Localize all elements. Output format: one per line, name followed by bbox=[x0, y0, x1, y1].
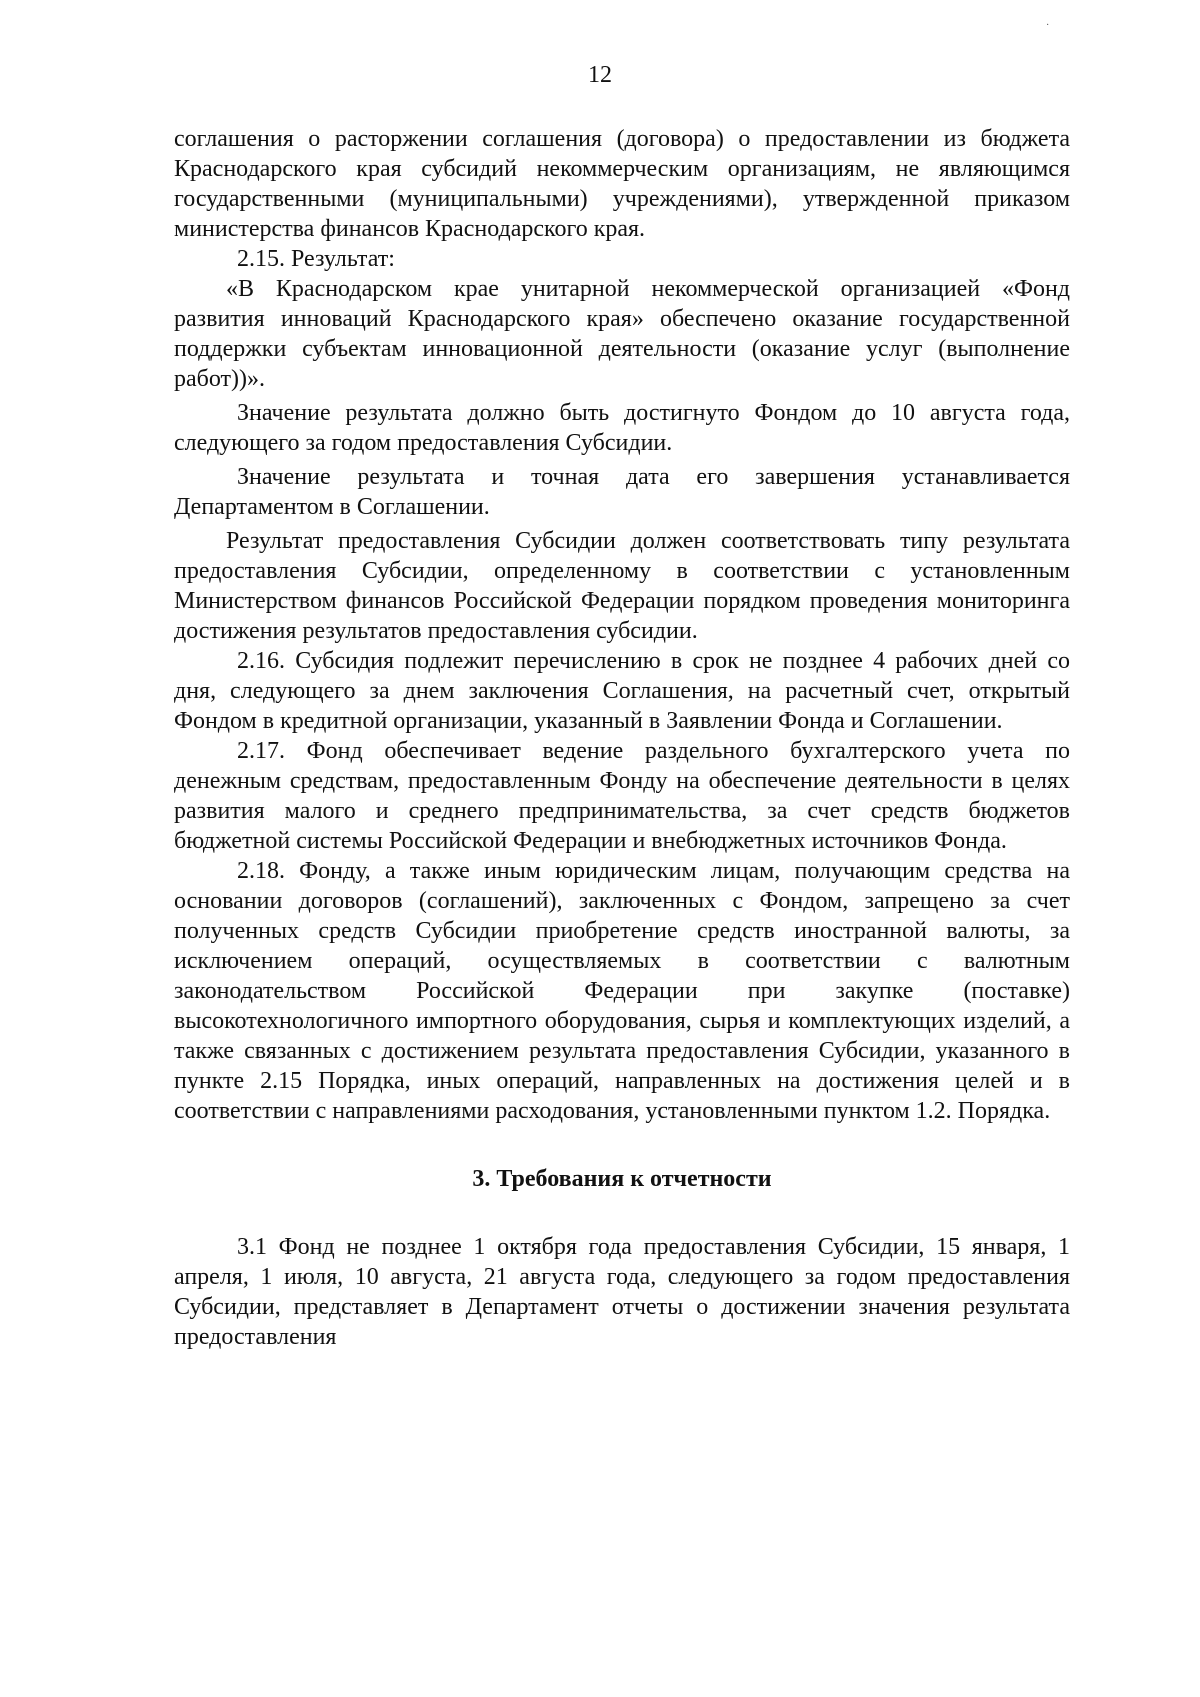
paragraph-2-16: 2.16. Субсидия подлежит перечислению в срок не позднее 4 рабочих дней со дня, следующего за днем заключения Соглашения, на расчетный счет, открытый Фондом в кредитной организации, указанный в Заявлении Фонда и Соглашении. bbox=[174, 648, 1070, 734]
page-number: 12 bbox=[588, 62, 612, 88]
paragraph-result-type: Результат предоставления Субсидии должен соответствовать типу результата предоставления Субсидии, определенному в соответствии с установленным Министерством финансов Российской Федерации порядком проведения мониторинга достижения результатов предоставления субсидии. bbox=[174, 528, 1070, 644]
paragraph-2-15-title: 2.15. Результат: bbox=[237, 246, 395, 272]
paragraph-2-15-result: «В Краснодарском крае унитарной некоммерческой организацией «Фонд развития инноваций Краснодарского края» обеспечено оказание государственной поддержки субъектам инновационной деятельности (оказание услуг (выполнение работ))». bbox=[174, 276, 1070, 392]
paragraph-2-17: 2.17. Фонд обеспечивает ведение раздельного бухгалтерского учета по денежным средствам, предоставленным Фонду на обеспечение деятельности в целях развития малого и среднего предпринимательства, за счет средств бюджетов бюджетной системы Российской Федерации и внебюджетных источников Фонда. bbox=[174, 738, 1070, 854]
document-body bbox=[174, 124, 1070, 1352]
paragraph-3-1: 3.1 Фонд не позднее 1 октября года предоставления Субсидии, 15 января, 1 апреля, 1 июля, 10 августа, 21 августа года, следующего за годом предоставления Субсидии, представляет в Департамент отчеты о достижении значения результата предоставления bbox=[174, 1234, 1070, 1350]
paragraph-result-deadline: Значение результата должно быть достигнуто Фондом до 10 августа года, следующего за годом предоставления Субсидии. bbox=[174, 400, 1070, 456]
paragraph-2-18: 2.18. Фонду, а также иным юридическим лицам, получающим средства на основании договоров (соглашений), заключенных с Фондом, запрещено за счет полученных средств Субсидии приобретение средств иностранной валюты, за исключением операций, осуществляемых в соответствии с валютным законодательством Российской Федерации при закупке (поставке) высокотехнологичного импортного оборудования, сырья и комплектующих изделий, а также связанных с достижением результата предоставления Субсидии, указанного в пункте 2.15 Порядка, иных операций, направленных на достижения целей и в соответствии с направлениями расходования, установленными пунктом 1.2. Порядка. bbox=[174, 858, 1070, 1124]
paragraph-continuation: соглашения о расторжении соглашения (договора) о предоставлении из бюджета Краснодарского края субсидий некоммерческим организациям, не являющимся государственными (муниципальными) учреждениями), утвержденной приказом министерства финансов Краснодарского края. bbox=[174, 126, 1070, 242]
section-heading: 3. Требования к отчетности bbox=[472, 1166, 772, 1192]
paragraph-result-value: Значение результата и точная дата его завершения устанавливается Департаментом в Соглашении. bbox=[174, 464, 1070, 520]
scan-mark: · bbox=[1046, 20, 1050, 31]
